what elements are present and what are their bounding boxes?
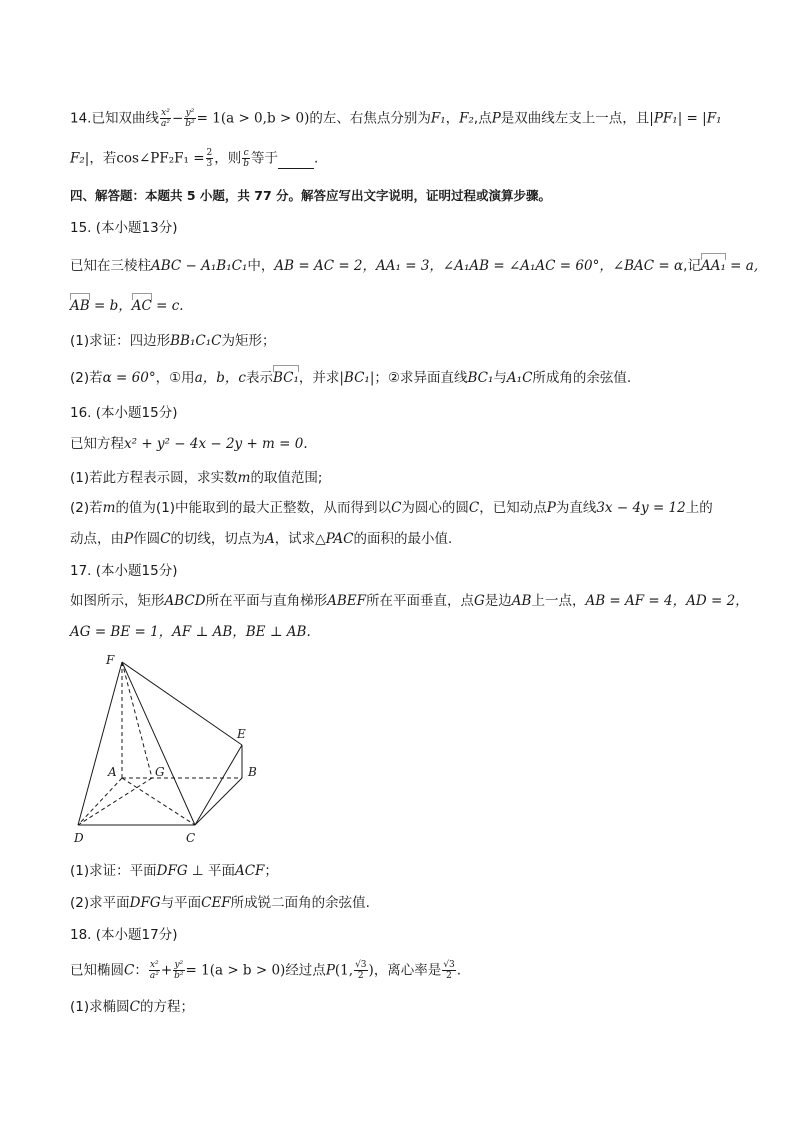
expr: AB = AC = 2，AA₁ = 3，∠A₁AB = ∠A₁AC = 60°，∠BAC = α <box>274 258 684 274</box>
paren: (1, <box>334 962 354 979</box>
q14-text: ,点 <box>473 110 492 127</box>
q16-line-1 <box>70 434 308 454</box>
q16-header: 16. (本小题15分) <box>70 405 178 421</box>
q17-line-2: AG = BE = 1，AF ⊥ AB，BE ⊥ AB. <box>70 624 311 640</box>
var: C <box>391 500 402 516</box>
q18-text: 的方程； <box>139 999 194 1015</box>
condition: = 1(a > 0,b > 0) <box>196 110 310 127</box>
punct: ： <box>134 962 148 979</box>
q14-line-2 <box>70 148 318 169</box>
geometry-figure <box>60 650 280 850</box>
var: C <box>468 500 480 516</box>
frac-den: a² <box>149 971 159 981</box>
frac-num: √3 <box>443 960 455 970</box>
q17-text: (1)求证：平面 <box>70 863 157 879</box>
frac-num: x² <box>149 960 159 970</box>
q15-text: ，①用 <box>155 370 195 386</box>
fraction <box>354 960 367 981</box>
q17-header: 17. (本小题15分) <box>70 563 178 579</box>
expr: = b， <box>89 298 132 314</box>
q18-text: ，离心率是 <box>373 962 442 979</box>
q16-text: 的取值范围; <box>250 470 323 486</box>
punct: . <box>456 962 462 979</box>
q15-text: 已知在三棱柱 <box>70 258 151 274</box>
q17-part-2 <box>70 893 370 913</box>
q16-text: 为圆心的圆 <box>401 500 469 516</box>
q16-text: 动点，由 <box>70 531 124 547</box>
q17-part-1 <box>70 861 278 881</box>
q17-text: ⊥ 平面 <box>187 863 235 879</box>
edge-fc <box>122 662 195 825</box>
q18-line-1 <box>70 960 461 981</box>
var: P <box>124 531 134 547</box>
var: C <box>129 999 140 1015</box>
expr: DFG <box>129 895 161 911</box>
q16-text: 上的 <box>685 500 713 516</box>
q15-line-2 <box>70 296 184 316</box>
q14-text: 等于 <box>251 150 278 167</box>
frac-num: c <box>243 148 249 158</box>
expr: BC₁ <box>467 370 494 386</box>
var: P <box>491 110 501 127</box>
fraction <box>173 960 184 981</box>
q18-text: 已知椭圆 <box>70 962 124 979</box>
fraction <box>242 148 250 169</box>
q15-text: (1)求证：四边形 <box>70 333 171 349</box>
q16-text: 的切线，切点为 <box>170 531 265 547</box>
q17-text: 所在平面垂直，点 <box>365 593 474 609</box>
expr: α = 60° <box>102 370 156 386</box>
punct: . <box>314 150 319 167</box>
expr: BB₁C₁C <box>170 333 222 349</box>
q15-text: (2)若 <box>70 370 103 386</box>
vector: AA₁ <box>700 258 726 274</box>
q14-text: 是双曲线左支上一点，且 <box>500 110 650 127</box>
expr: ABC − A₁B₁C₁ <box>151 258 248 274</box>
q18-text: 经过点 <box>285 962 326 979</box>
q15-text: ；②求异面直线 <box>374 370 468 386</box>
q18-text: (1)求椭圆 <box>70 999 130 1015</box>
var: m <box>102 500 116 516</box>
expr: |BC₁| <box>339 370 375 386</box>
frac-num: x² <box>161 108 170 118</box>
var: m <box>237 470 251 486</box>
frac-den: 3 <box>206 159 213 169</box>
expr: F₂| <box>70 150 90 167</box>
expr: 3x − 4y = 12 <box>596 500 686 516</box>
fraction <box>149 960 160 981</box>
expr: cos∠PF₂F₁ = <box>116 150 205 167</box>
q16-text: 已知方程 <box>70 436 124 452</box>
var: F₂ <box>459 110 474 127</box>
q16-part-1 <box>70 468 323 488</box>
frac-den: 2 <box>446 971 452 981</box>
q17-line-1 <box>70 591 749 611</box>
frac-num: 2 <box>206 148 213 158</box>
q14-text: 14.已知双曲线 <box>70 110 159 127</box>
q16-text: 为直线 <box>555 500 597 516</box>
frac-num: √3 <box>355 960 367 970</box>
frac-num: y² <box>185 108 195 118</box>
q14-text: ，若 <box>89 150 117 167</box>
q17-text: (2)求平面 <box>70 895 130 911</box>
fraction <box>184 108 195 129</box>
label-C: C <box>186 831 196 845</box>
paren: ) <box>368 962 374 979</box>
var: C <box>124 962 135 979</box>
expr: x² + y² − 4x − 2y + m = 0. <box>124 436 308 452</box>
q16-text: 作圆 <box>133 531 161 547</box>
q17-text: 与平面 <box>160 895 202 911</box>
q18-part-1 <box>70 997 194 1017</box>
expr: a，b，c <box>194 370 246 386</box>
q14-text: ，则 <box>214 150 242 167</box>
expr: DFG <box>156 863 188 879</box>
q16-part-2-cont <box>70 529 452 549</box>
var: F₁ <box>430 110 446 127</box>
frac-den: a² <box>160 119 170 129</box>
q16-text: ，已知动点 <box>479 500 547 516</box>
q15-text: 为矩形； <box>221 333 276 349</box>
var: P <box>325 962 335 979</box>
label-B: B <box>248 765 257 779</box>
q15-part-1 <box>70 331 275 351</box>
q17-text: 如图所示，矩形 <box>70 593 165 609</box>
edge-fd <box>78 662 122 825</box>
minus: − <box>171 110 184 127</box>
q16-text: 的面积的最小值. <box>353 531 453 547</box>
q15-part-2 <box>70 368 631 388</box>
q17-text: ； <box>264 863 278 879</box>
expr: ABEF <box>327 593 366 609</box>
q16-text: 的值为(1)中能取到的最大正整数，从而得到以 <box>115 500 392 516</box>
label-F: F <box>106 653 115 667</box>
expr: = a, <box>725 258 759 274</box>
frac-den: 2 <box>357 971 364 981</box>
vector: AB <box>70 298 90 314</box>
vector: BC₁ <box>272 370 299 386</box>
q17-text: 所成锐二面角的余弦值. <box>230 895 370 911</box>
q16-text: (2)若 <box>70 500 103 516</box>
section-heading: 四、解答题：本题共 5 小题，共 77 分。解答应写出文字说明，证明过程或演算步骤。 <box>70 188 552 203</box>
q17-text: 所在平面与直角梯形 <box>205 593 328 609</box>
expr: |PF₁| = |F₁ <box>649 110 722 127</box>
q16-text: ，试求 <box>274 531 316 547</box>
q17-text: 上一点， <box>531 593 586 609</box>
fraction <box>160 108 171 129</box>
answer-blank <box>278 154 314 169</box>
var: P <box>546 500 556 516</box>
q15-text: 中， <box>247 258 275 274</box>
frac-den: b <box>243 159 249 169</box>
q16-part-2 <box>70 498 713 518</box>
expr: ACF <box>234 863 265 879</box>
expr: CEF <box>201 895 231 911</box>
frac-num: y² <box>174 960 184 970</box>
frac-den: b² <box>174 971 184 981</box>
q15-line-1 <box>70 256 758 276</box>
expr: = c. <box>151 298 184 314</box>
expr: △PAC <box>315 531 354 547</box>
q15-text: ,记 <box>683 258 701 274</box>
fraction <box>442 960 455 981</box>
q15-text: 所成角的余弦值. <box>532 370 632 386</box>
condition: = 1(a > b > 0) <box>185 962 286 979</box>
label-G: G <box>155 765 165 779</box>
q15-text: 表示 <box>245 370 273 386</box>
var: A <box>264 531 275 547</box>
q18-header: 18. (本小题17分) <box>70 927 178 943</box>
q17-text: 是边 <box>484 593 512 609</box>
q15-text: ，并求 <box>298 370 340 386</box>
label-E: E <box>237 727 246 741</box>
var: C <box>160 531 171 547</box>
expr: AB <box>511 593 532 609</box>
q14-text: 的左、右焦点分别为 <box>309 110 431 127</box>
label-A: A <box>108 765 117 779</box>
q16-text: (1)若此方程表示圆，求实数 <box>70 470 238 486</box>
var: G <box>473 593 485 609</box>
fraction <box>206 148 214 169</box>
punct: ， <box>445 110 460 127</box>
expr: ABCD <box>164 593 206 609</box>
expr: A₁C <box>506 370 533 386</box>
vector: AC <box>131 298 152 314</box>
q15-header: 15. (本小题13分) <box>70 220 178 236</box>
label-D: D <box>74 831 84 845</box>
frac-den: b² <box>185 119 195 129</box>
expr: AB = AF = 4，AD = 2， <box>585 593 749 609</box>
q14-line-1 <box>70 108 721 129</box>
q15-text: 与 <box>493 370 507 386</box>
plus: + <box>160 962 173 979</box>
